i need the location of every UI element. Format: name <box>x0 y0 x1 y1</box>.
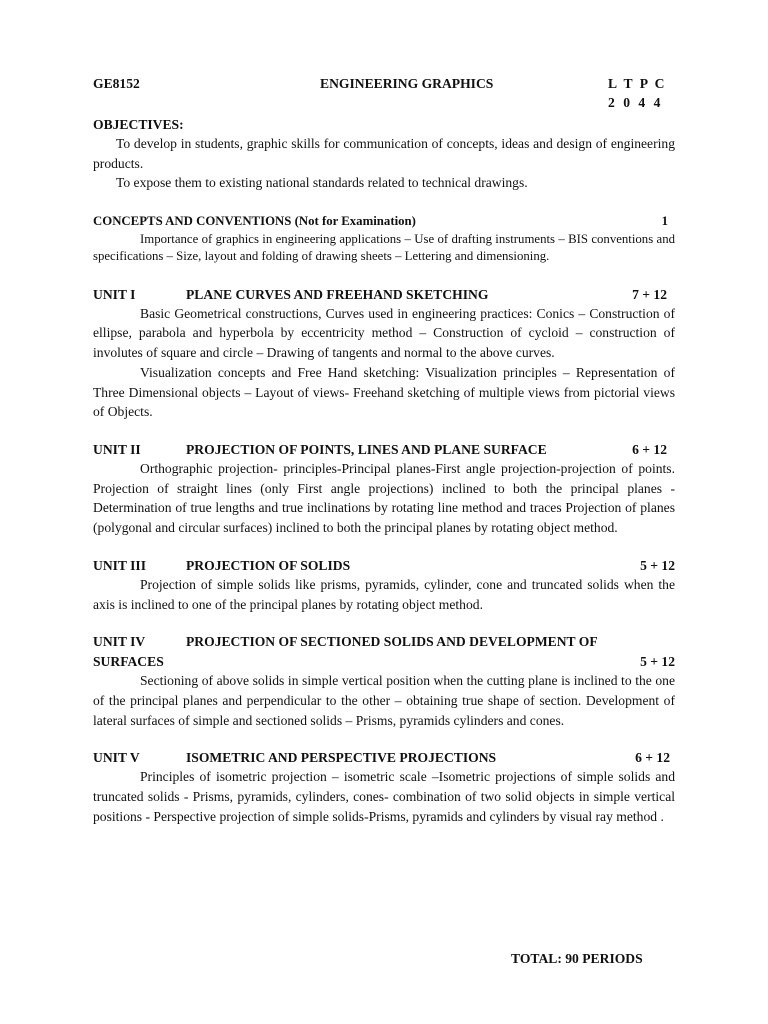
concepts-hours: 1 <box>661 213 668 228</box>
unit-paragraph: Basic Geometrical constructions, Curves used in engineering practices: Conics – Construction of ellipse, parabola and hyperbola by eccentricity method – Construction of cycloid – construction of involutes of square and circle – Drawing of tangents and normal to the above curves. <box>93 305 675 361</box>
concepts-heading <box>93 212 675 231</box>
unit-3-heading <box>93 556 675 575</box>
unit-number: UNIT I <box>93 286 136 302</box>
unit-4-heading <box>93 632 675 671</box>
unit-hours: 7 + 12 <box>632 286 667 302</box>
unit-hours: 5 + 12 <box>640 654 675 670</box>
unit-1-heading <box>93 285 675 304</box>
concepts-title: CONCEPTS AND CONVENTIONS (Not for Examination) <box>93 213 416 228</box>
unit-number: UNIT II <box>93 442 141 457</box>
unit-paragraph: Sectioning of above solids in simple vertical position when the cutting plane is inclined to the one of the principal planes and perpendicular to the other – obtaining true shape of section. Development of lateral surfaces of simple and sectioned solids – Prisms, pyramids cylinders and cones. <box>93 673 675 728</box>
course-title: ENGINEERING GRAPHICS <box>320 76 494 91</box>
unit-title: ISOMETRIC AND PERSPECTIVE PROJECTIONS <box>186 750 497 766</box>
unit-5-section <box>93 748 675 826</box>
unit-paragraph: Projection of simple solids like prisms, pyramids, cylinder, cone and truncated solids when the axis is inclined to one of the principal planes by rotating object method. <box>93 576 675 612</box>
ltpc-label: L T P C <box>608 76 667 91</box>
unit-2-section <box>93 440 675 538</box>
ltpc-values: 2 0 4 4 <box>608 95 663 110</box>
course-code: GE8152 <box>93 76 140 91</box>
unit-number: UNIT V <box>93 750 140 766</box>
credit-row <box>93 93 675 112</box>
objective-item: To expose them to existing national standards related to technical drawings. <box>116 175 528 191</box>
unit-title-continued: SURFACES <box>93 654 164 670</box>
unit-number: UNIT III <box>93 557 147 573</box>
unit-title: PROJECTION OF SOLIDS <box>186 557 351 573</box>
unit-title: PROJECTION OF SECTIONED SOLIDS AND DEVELOPMENT OF <box>186 634 598 650</box>
objective-item: To develop in students, graphic skills for communication of concepts, ideas and design of engineering products. <box>93 136 675 171</box>
unit-5-heading <box>93 748 675 767</box>
unit-hours: 5 + 12 <box>640 557 675 573</box>
unit-4-section <box>93 632 675 730</box>
unit-3-section <box>93 556 675 614</box>
unit-paragraph: Principles of isometric projection – isometric scale –Isometric projections of simple solids and truncated solids - Prisms, pyramids, cylinders, cones- combination of two solid objects in simple vertical positions - Perspective projection of simple solids-Prisms, pyramids and cylinders by visual ray method . <box>93 769 675 824</box>
unit-2-heading <box>93 440 675 459</box>
concepts-section <box>93 212 675 266</box>
unit-1-section <box>93 285 675 422</box>
unit-title: PLANE CURVES AND FREEHAND SKETCHING <box>186 286 489 302</box>
course-header <box>93 74 675 93</box>
unit-number: UNIT IV <box>93 634 146 650</box>
syllabus-page <box>93 74 675 966</box>
unit-paragraph: Visualization concepts and Free Hand sketching: Visualization principles – Representation of Three Dimensional objects – Layout of views- Freehand sketching of multiple views from pictorial views of Objects. <box>93 364 675 420</box>
unit-hours: 6 + 12 <box>632 442 667 457</box>
unit-paragraph: Orthographic projection- principles-Principal planes-First angle projection-projection of points. Projection of straight lines (only First angle projections) inclined to both the principal planes - Determination of true lengths and true inclinations by rotating line method and traces Projection of planes (polygonal and circular surfaces) inclined to both the principal planes by rotating object method. <box>93 461 675 536</box>
objectives-heading: OBJECTIVES: <box>93 117 184 132</box>
unit-title: PROJECTION OF POINTS, LINES AND PLANE SURFACE <box>186 442 547 457</box>
total-periods: TOTAL: 90 PERIODS <box>511 951 643 966</box>
concepts-body: Importance of graphics in engineering applications – Use of drafting instruments – BIS conventions and specifications – Size, layout and folding of drawing sheets – Lettering and dimensioning. <box>93 231 675 264</box>
unit-hours: 6 + 12 <box>635 750 670 766</box>
